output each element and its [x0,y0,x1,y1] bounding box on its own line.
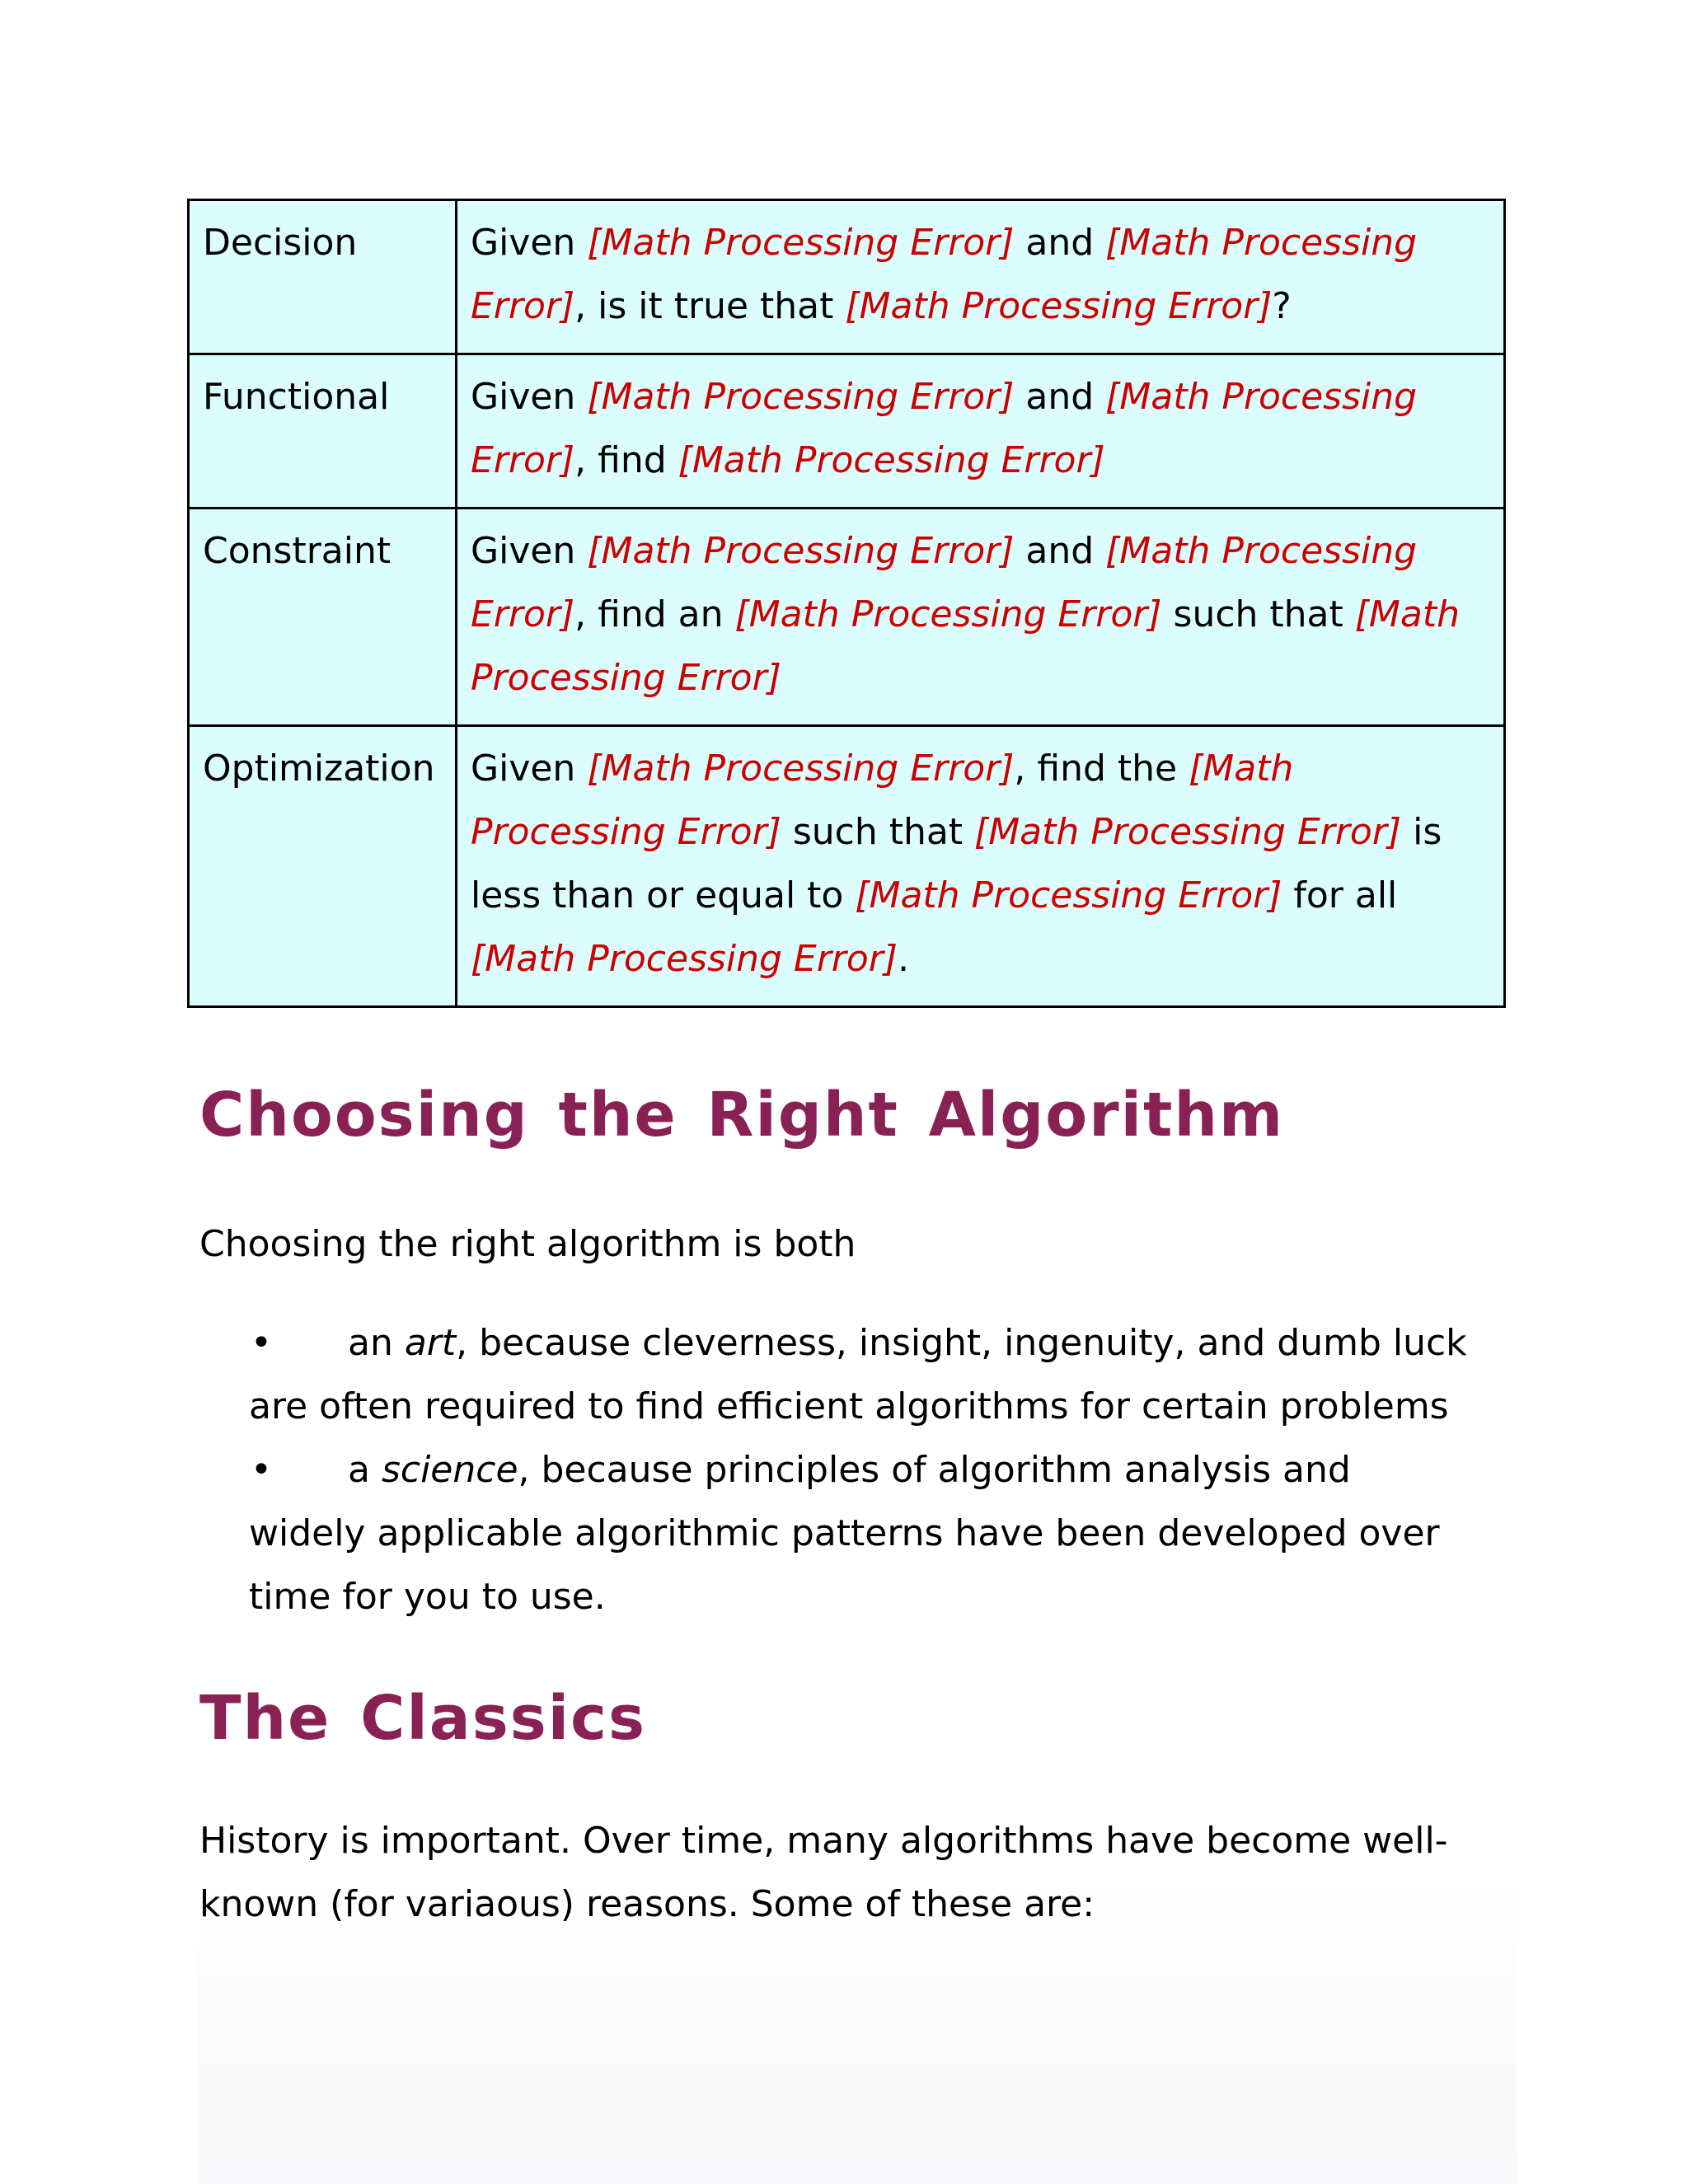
description-text: , find the [1014,748,1189,790]
choosing-bullet-list [199,1311,1469,1629]
list-item [199,1438,1469,1629]
bullet-text [249,1438,1469,1629]
bullet-body: , because principles of algorithm analysis and widely applicable algorithmic patterns have been developed over time for you to use. [249,1449,1440,1618]
description-text: and [1014,222,1106,264]
bullet-body: , because cleverness, insight, ingenuity, and dumb luck are often required to find efficient algorithms for certain problems [249,1322,1467,1427]
bullet-text [249,1311,1469,1438]
table-row-optimization [189,726,1505,1007]
problem-kind-cell: Functional [189,354,457,509]
math-processing-error: [Math Processing Error] [471,593,1460,699]
description-text: for all [1282,874,1398,916]
description-text: and [1014,376,1106,418]
problem-kind-cell: Decision [189,200,457,354]
classics-paragraph: History is important. Over time, many algorithms have become well-known (for variaous) reasons. Some of these are: [199,1820,1448,1925]
bullet-prefix: an [348,1322,405,1364]
math-processing-error: [Math Processing Error] [845,285,1273,327]
problem-description-cell [457,726,1505,1007]
math-processing-error: [Math Processing Error] [471,222,1418,327]
math-processing-error: [Math Processing Error] [974,811,1402,853]
problem-description-cell [457,354,1505,509]
table-row-decision [189,200,1505,354]
list-item [199,1311,1469,1438]
description-text: such that [781,811,975,853]
description-text: such that [1161,593,1355,635]
math-processing-error: [Math Processing Error] [587,222,1015,264]
math-processing-error: [Math Processing Error] [471,376,1418,481]
problem-kind-cell: Optimization [189,726,457,1007]
problem-types-table [187,199,1506,1008]
math-processing-error: [Math Processing Error] [855,874,1282,916]
bullet-prefix: a [348,1449,382,1491]
description-text: , is it true that [574,285,846,327]
problem-kind-cell: Constraint [189,509,457,726]
problem-types-table-body [189,200,1505,1007]
bullet-icon: • [251,1322,272,1364]
table-row-functional [189,354,1505,509]
classics-heading: The Classics [199,1683,647,1754]
problem-description-cell [457,200,1505,354]
math-processing-error: [Math Processing Error] [471,938,898,980]
description-text: Given [471,748,588,790]
description-text: Given [471,530,588,572]
bullet-icon: • [251,1449,272,1491]
description-text: is less than or equal to [471,811,1442,916]
description-text: Given [471,222,588,264]
description-text: Given [471,376,588,418]
math-processing-error: [Math Processing Error] [678,439,1105,481]
choosing-intro-paragraph: Choosing the right algorithm is both [199,1223,856,1265]
bullet-emphasis: science [381,1449,518,1491]
description-text: and [1014,530,1106,572]
math-processing-error: [Math Processing Error] [471,530,1418,635]
choosing-algorithm-heading: Choosing the Right Algorithm [199,1080,1285,1151]
math-processing-error: [Math Processing Error] [587,748,1015,790]
description-text: , find [574,439,678,481]
description-text: ? [1272,285,1292,327]
math-processing-error: [Math Processing Error] [471,748,1294,853]
math-processing-error: [Math Processing Error] [587,376,1015,418]
bullet-emphasis: art [404,1322,457,1364]
math-processing-error: [Math Processing Error] [734,593,1162,635]
description-text: . [898,938,910,980]
problem-description-cell [457,509,1505,726]
math-processing-error: [Math Processing Error] [587,530,1015,572]
description-text: , find an [574,593,735,635]
table-row-constraint [189,509,1505,726]
